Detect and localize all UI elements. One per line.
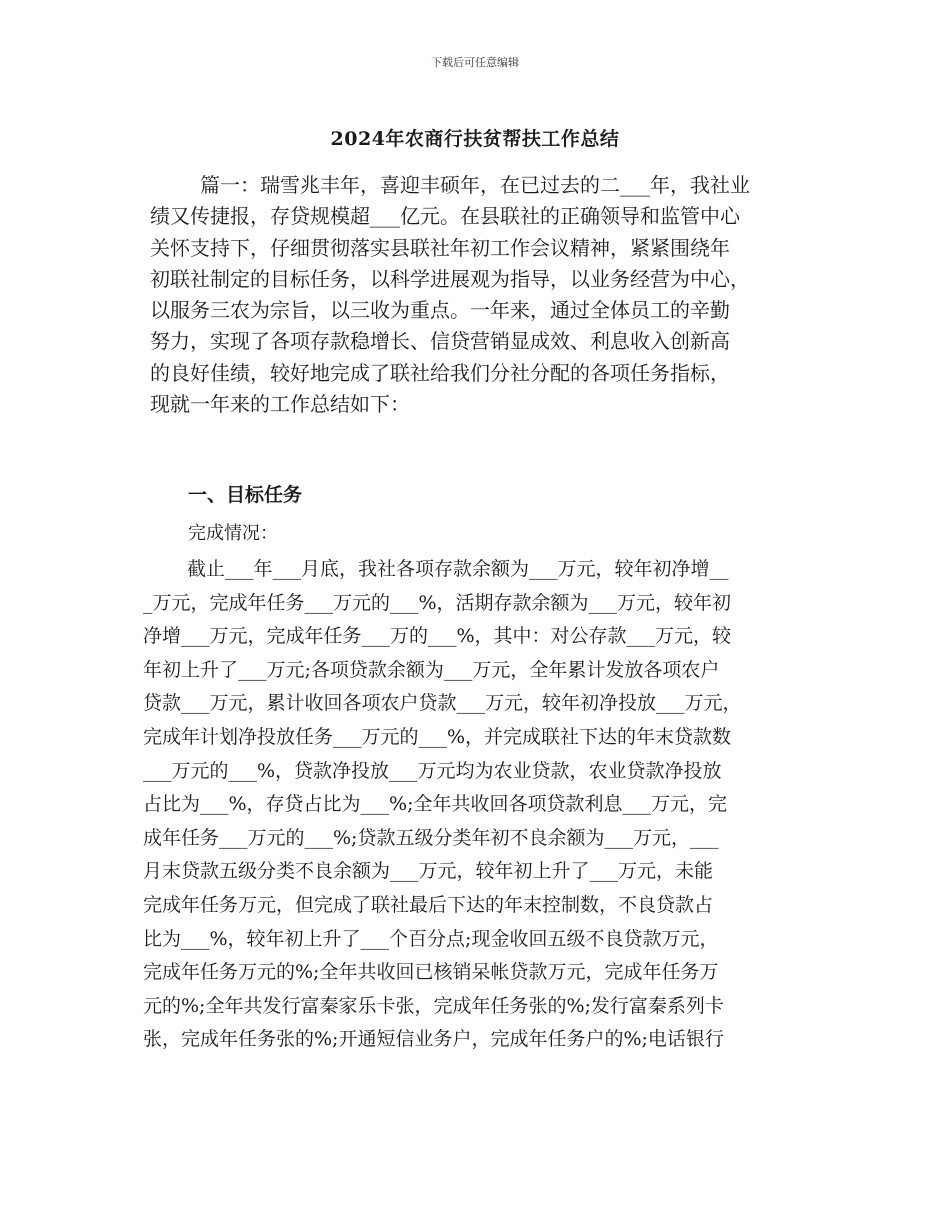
body-line: 截止___年___月底，我社各项存款余额为___万元，较年初净增__ bbox=[187, 558, 729, 580]
intro-line: 初联社制定的目标任务，以科学进展观为指导，以业务经营为中心， bbox=[150, 266, 750, 291]
intro-line: 以服务三农为宗旨，以三收为重点。一年来，通过全体员工的辛勤 bbox=[150, 298, 730, 323]
body-line: ___万元的___%，贷款净投放___万元均为农业贷款，农业贷款净投放 bbox=[143, 759, 722, 782]
intro-paragraph bbox=[150, 170, 810, 420]
intro-line: 的良好佳绩，较好地完成了联社给我们分社分配的各项任务指标， bbox=[150, 360, 730, 385]
body-paragraph bbox=[143, 553, 808, 1057]
body-line: 净增___万元，完成年任务___万的___%，其中：对公存款___万元，较 bbox=[143, 625, 732, 648]
body-line: _万元，完成年任务___万元的___%，活期存款余额为___万元，较年初 bbox=[143, 591, 732, 614]
body-line: 完成年任务万元的%;全年共收回已核销呆帐贷款万元，完成年任务万 bbox=[143, 961, 719, 984]
body-line: 比为___%，较年初上升了___个百分点;现金收回五级不良贷款万元， bbox=[143, 927, 719, 950]
body-line: 成年任务___万元的___%;贷款五级分类年初不良余额为___万元，___ bbox=[143, 826, 719, 849]
body-line: 元的%;全年共发行富秦家乐卡张，完成年任务张的%;发行富秦系列卡 bbox=[143, 994, 724, 1017]
intro-line: 篇一：瑞雪兆丰年，喜迎丰硕年，在已过去的二___年，我社业 bbox=[200, 173, 750, 197]
section-heading: 一、目标任务 bbox=[188, 484, 303, 506]
body-line: 月末贷款五级分类不良余额为___万元，较年初上升了___万元，未能 bbox=[143, 860, 714, 883]
body-line: 完成年计划净投放任务___万元的___%，并完成联社下达的年末贷款数 bbox=[143, 725, 732, 748]
intro-line: 绩又传捷报，存贷规模超___亿元。在县联社的正确领导和监管中心 bbox=[150, 204, 740, 229]
document-title: 2024年农商行扶贫帮扶工作总结 bbox=[330, 128, 620, 150]
body-line: 年初上升了___万元;各项贷款余额为___万元，全年累计发放各项农户 bbox=[143, 658, 720, 681]
header-note: 下载后可任意编辑 bbox=[431, 56, 519, 69]
subheading: 完成情况： bbox=[188, 523, 278, 544]
body-line: 张，完成年任务张的%;开通短信业务户，完成年任务户的%;电话银行 bbox=[143, 1028, 724, 1051]
intro-line: 关怀支持下，仔细贯彻落实县联社年初工作会议精神，紧紧围绕年 bbox=[150, 235, 730, 260]
body-line: 贷款___万元，累计收回各项农户贷款___万元，较年初净投放___万元， bbox=[143, 692, 742, 715]
intro-line: 现就一年来的工作总结如下： bbox=[150, 392, 410, 417]
body-line: 占比为___%，存贷占比为___%;全年共收回各项贷款利息___万元，完 bbox=[143, 793, 728, 816]
body-line: 完成年任务万元，但完成了联社最后下达的年末控制数，不良贷款占 bbox=[143, 893, 714, 916]
intro-line: 努力，实现了各项存款稳增长、信贷营销显成效、利息收入创新高 bbox=[150, 329, 730, 354]
